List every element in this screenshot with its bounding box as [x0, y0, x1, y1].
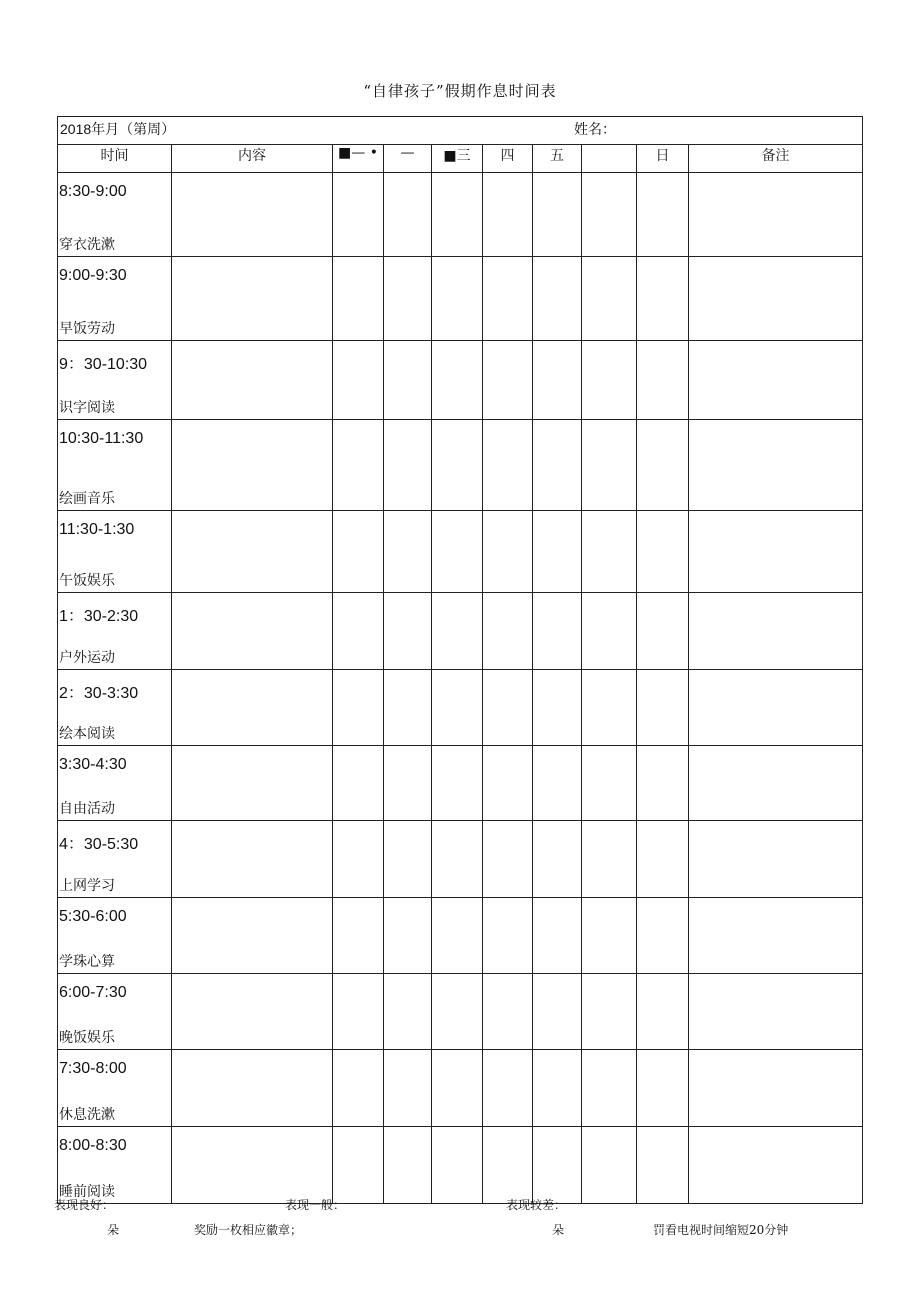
table-row [58, 420, 863, 511]
day-7-cell[interactable] [637, 511, 689, 593]
day-6-cell[interactable] [582, 1127, 637, 1204]
day-6-cell[interactable] [582, 257, 637, 341]
day-7-cell[interactable] [637, 1127, 689, 1204]
day-2-cell[interactable] [384, 341, 432, 420]
day-1-cell[interactable] [333, 746, 384, 821]
notes-cell[interactable] [689, 257, 863, 341]
time-range: 7:30-8:00 [59, 1060, 127, 1077]
content-cell[interactable] [172, 1127, 333, 1204]
day-5-cell[interactable] [533, 173, 582, 257]
day-1-cell[interactable] [333, 593, 384, 670]
time-range: 10:30-11:30 [59, 430, 144, 447]
time-slot-cell [58, 974, 172, 1050]
table-row [58, 1050, 863, 1127]
time-slot-cell [58, 1127, 172, 1204]
day-6-cell[interactable] [582, 670, 637, 746]
day-5-cell[interactable] [533, 974, 582, 1050]
content-cell[interactable] [172, 821, 333, 898]
day-1-cell[interactable] [333, 511, 384, 593]
day-4-cell[interactable] [483, 420, 533, 511]
day-6-cell[interactable] [582, 173, 637, 257]
day-4-cell[interactable] [483, 257, 533, 341]
activity-label: 户外运动 [59, 650, 115, 666]
day-3-cell[interactable] [432, 511, 483, 593]
day-4-cell[interactable] [483, 974, 533, 1050]
footer-reward-text: 奖励一枚相应徽章； [194, 1223, 303, 1237]
day-3-cell[interactable] [432, 670, 483, 746]
day-3-cell[interactable] [432, 1050, 483, 1127]
content-cell[interactable] [172, 974, 333, 1050]
day-6-cell[interactable] [582, 341, 637, 420]
day-7-cell[interactable] [637, 974, 689, 1050]
header-day-5: 五 [533, 145, 582, 173]
day-4-cell[interactable] [483, 898, 533, 974]
time-range: 11:30-1:30 [59, 521, 135, 538]
footer-poor-label: 表现较差： [506, 1198, 567, 1212]
day-5-cell[interactable] [533, 593, 582, 670]
activity-label: 睡前阅读 [59, 1184, 115, 1200]
day-5-cell[interactable] [533, 746, 582, 821]
notes-cell[interactable] [689, 1127, 863, 1204]
day-1-cell[interactable] [333, 420, 384, 511]
time-range: 1：30-2:30 [59, 608, 139, 625]
day-5-cell[interactable] [533, 257, 582, 341]
time-slot-cell [58, 898, 172, 974]
day-6-cell[interactable] [582, 593, 637, 670]
time-slot-cell [58, 511, 172, 593]
day-5-cell[interactable] [533, 511, 582, 593]
day-2-cell[interactable] [384, 420, 432, 511]
day-4-cell[interactable] [483, 670, 533, 746]
content-cell[interactable] [172, 898, 333, 974]
page-title: “自律孩子”假期作息时间表 [363, 82, 557, 100]
content-cell[interactable] [172, 420, 333, 511]
content-cell[interactable] [172, 341, 333, 420]
time-range: 5:30-6:00 [59, 908, 127, 925]
table-row [58, 1127, 863, 1204]
day-6-cell[interactable] [582, 511, 637, 593]
day-7-cell[interactable] [637, 341, 689, 420]
day-3-cell[interactable] [432, 1127, 483, 1204]
day-2-cell[interactable] [384, 1127, 432, 1204]
activity-label: 识字阅读 [59, 400, 115, 416]
activity-label: 自由活动 [59, 801, 115, 817]
time-slot-cell [58, 341, 172, 420]
notes-cell[interactable] [689, 511, 863, 593]
day-2-cell[interactable] [384, 898, 432, 974]
content-cell[interactable] [172, 593, 333, 670]
day-2-cell[interactable] [384, 593, 432, 670]
header-day-6 [582, 145, 637, 173]
day-1-cell[interactable] [333, 1050, 384, 1127]
content-cell[interactable] [172, 746, 333, 821]
table-row [58, 593, 863, 670]
activity-label: 早饭劳动 [59, 321, 115, 337]
content-cell[interactable] [172, 670, 333, 746]
day-4-cell[interactable] [483, 1050, 533, 1127]
name-label: 姓名： [574, 122, 616, 138]
day-5-cell[interactable] [533, 1127, 582, 1204]
activity-label: 上网学习 [59, 878, 115, 894]
table-row [58, 898, 863, 974]
time-slot-cell [58, 821, 172, 898]
time-range: 2：30-3:30 [59, 685, 139, 702]
activity-label: 晚饭娱乐 [59, 1030, 115, 1046]
day-5-cell[interactable] [533, 341, 582, 420]
table-row [58, 821, 863, 898]
content-cell[interactable] [172, 511, 333, 593]
day-3-cell[interactable] [432, 746, 483, 821]
day-5-cell[interactable] [533, 1050, 582, 1127]
time-slot-cell [58, 1050, 172, 1127]
day-1-cell[interactable] [333, 898, 384, 974]
content-cell[interactable] [172, 173, 333, 257]
day-1-cell[interactable] [333, 341, 384, 420]
info-cell [58, 117, 863, 145]
time-slot-cell [58, 257, 172, 341]
info-row [58, 117, 863, 145]
time-slot-cell [58, 670, 172, 746]
day-2-cell[interactable] [384, 974, 432, 1050]
header-day-4: 四 [483, 145, 533, 173]
day-4-cell[interactable] [483, 341, 533, 420]
schedule-table [57, 116, 863, 1204]
header-row [58, 145, 863, 173]
table-row [58, 746, 863, 821]
header-notes: 备注 [689, 145, 863, 173]
time-slot-cell [58, 593, 172, 670]
notes-cell[interactable] [689, 420, 863, 511]
time-range: 9：30-10:30 [59, 356, 148, 373]
day-3-cell[interactable] [432, 898, 483, 974]
activity-label: 绘本阅读 [59, 726, 115, 742]
day-5-cell[interactable] [533, 420, 582, 511]
day-2-cell[interactable] [384, 173, 432, 257]
day-1-cell[interactable] [333, 173, 384, 257]
day-4-cell[interactable] [483, 1127, 533, 1204]
day-7-cell[interactable] [637, 746, 689, 821]
day-4-cell[interactable] [483, 821, 533, 898]
day-1-cell[interactable] [333, 257, 384, 341]
notes-cell[interactable] [689, 898, 863, 974]
content-cell[interactable] [172, 257, 333, 341]
header-day-3: ■三 [432, 145, 483, 173]
notes-cell[interactable] [689, 1050, 863, 1127]
time-range: 8:30-9:00 [59, 183, 127, 200]
day-1-cell[interactable] [333, 670, 384, 746]
time-range: 6:00-7:30 [59, 984, 127, 1001]
day-1-cell[interactable] [333, 821, 384, 898]
day-7-cell[interactable] [637, 1050, 689, 1127]
table-row [58, 341, 863, 420]
footer-normal-label: 表现一般： [285, 1198, 346, 1212]
header-time: 时间 [58, 145, 172, 173]
day-6-cell[interactable] [582, 1050, 637, 1127]
day-7-cell[interactable] [637, 821, 689, 898]
footer-flower-1: 朵 [107, 1223, 120, 1237]
footer-penalty-text: 罚看电视时间缩短20分钟 [653, 1223, 789, 1237]
day-7-cell[interactable] [637, 420, 689, 511]
day-3-cell[interactable] [432, 821, 483, 898]
table-row [58, 257, 863, 341]
time-range: 8:00-8:30 [59, 1137, 127, 1154]
day-2-cell[interactable] [384, 670, 432, 746]
time-range: 4：30-5:30 [59, 836, 139, 853]
footer-good-label: 表现良好： [54, 1198, 115, 1212]
notes-cell[interactable] [689, 974, 863, 1050]
day-4-cell[interactable] [483, 511, 533, 593]
table-row [58, 670, 863, 746]
day-7-cell[interactable] [637, 898, 689, 974]
day-4-cell[interactable] [483, 746, 533, 821]
footer-flower-2: 朵 [552, 1223, 565, 1237]
day-4-cell[interactable] [483, 173, 533, 257]
day-3-cell[interactable] [432, 420, 483, 511]
day-2-cell[interactable] [384, 257, 432, 341]
day-3-cell[interactable] [432, 173, 483, 257]
activity-label: 休息洗漱 [59, 1107, 115, 1123]
notes-cell[interactable] [689, 341, 863, 420]
notes-cell[interactable] [689, 593, 863, 670]
day-1-cell[interactable] [333, 974, 384, 1050]
day-2-cell[interactable] [384, 511, 432, 593]
activity-label: 学珠心算 [59, 954, 115, 970]
header-day-2: — [384, 145, 432, 173]
activity-label: 穿衣洗漱 [59, 237, 115, 253]
day-3-cell[interactable] [432, 341, 483, 420]
day-7-cell[interactable] [637, 593, 689, 670]
day-6-cell[interactable] [582, 898, 637, 974]
day-3-cell[interactable] [432, 257, 483, 341]
notes-cell[interactable] [689, 173, 863, 257]
notes-cell[interactable] [689, 670, 863, 746]
header-day-1: ■— • [333, 145, 384, 173]
day-6-cell[interactable] [582, 420, 637, 511]
time-slot-cell [58, 420, 172, 511]
time-range: 3:30-4:30 [59, 756, 127, 773]
day-6-cell[interactable] [582, 821, 637, 898]
day-6-cell[interactable] [582, 974, 637, 1050]
day-7-cell[interactable] [637, 670, 689, 746]
day-5-cell[interactable] [533, 670, 582, 746]
date-week-field[interactable]: 2018年月（第周） [60, 121, 176, 137]
day-2-cell[interactable] [384, 1050, 432, 1127]
activity-label: 绘画音乐 [59, 491, 115, 507]
day-2-cell[interactable] [384, 821, 432, 898]
time-range: 9:00-9:30 [59, 267, 127, 284]
day-5-cell[interactable] [533, 898, 582, 974]
day-7-cell[interactable] [637, 173, 689, 257]
activity-label: 午饭娱乐 [59, 573, 115, 589]
day-3-cell[interactable] [432, 593, 483, 670]
table-row [58, 974, 863, 1050]
header-content: 内容 [172, 145, 333, 173]
day-3-cell[interactable] [432, 974, 483, 1050]
day-5-cell[interactable] [533, 821, 582, 898]
day-4-cell[interactable] [483, 593, 533, 670]
notes-cell[interactable] [689, 746, 863, 821]
content-cell[interactable] [172, 1050, 333, 1127]
day-6-cell[interactable] [582, 746, 637, 821]
notes-cell[interactable] [689, 821, 863, 898]
day-2-cell[interactable] [384, 746, 432, 821]
table-row [58, 173, 863, 257]
day-1-cell[interactable] [333, 1127, 384, 1204]
time-slot-cell [58, 746, 172, 821]
header-day-7: 日 [637, 145, 689, 173]
table-row [58, 511, 863, 593]
time-slot-cell [58, 173, 172, 257]
day-7-cell[interactable] [637, 257, 689, 341]
